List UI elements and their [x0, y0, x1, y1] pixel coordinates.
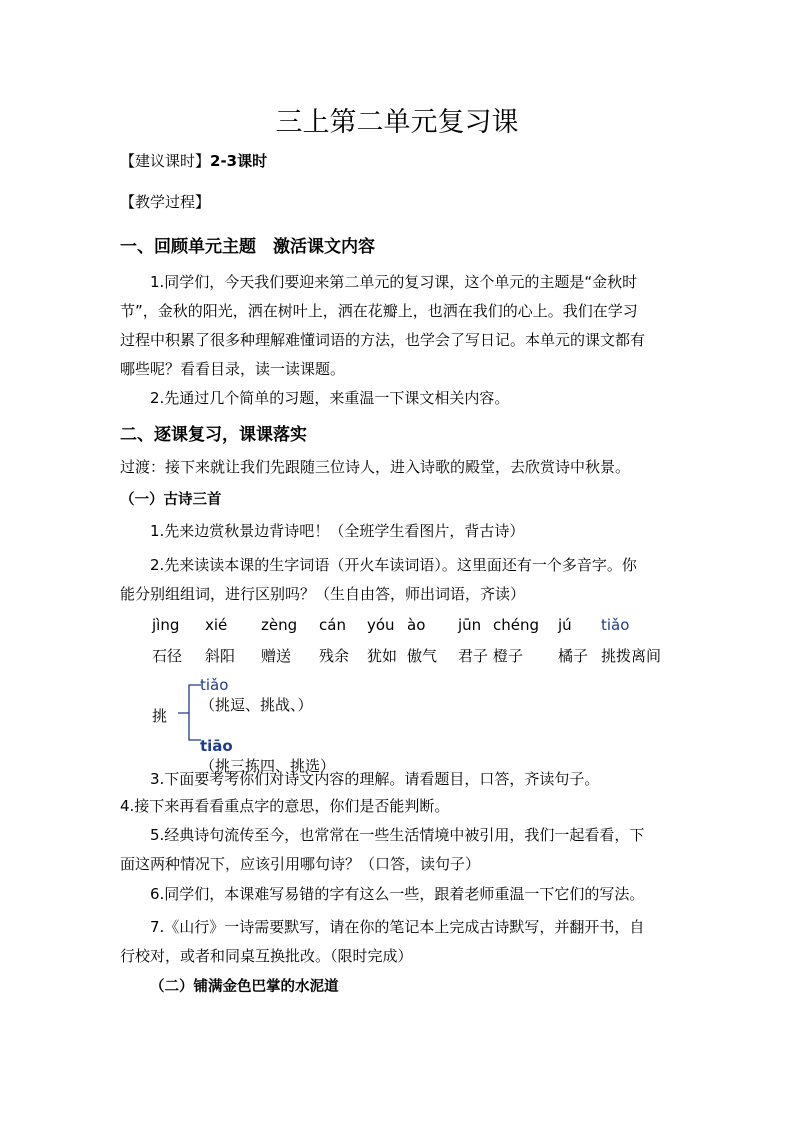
word-cell: 残余 — [319, 646, 350, 665]
paragraph-1 — [120, 268, 645, 384]
paragraph-line: 1.同学们，今天我们要迎来第二单元的复习课，这个单元的主题是“金秋时 — [150, 273, 638, 291]
paragraph-line: 2.先来读读本课的生字词语（开火车读词语）。这里面还有一个多音字。你 — [150, 556, 637, 574]
paragraph-line: 面这两种情况下，应该引用哪句诗？（口答，读句子） — [120, 855, 481, 873]
section-heading-1: 一、回顾单元主题 激活课文内容 — [120, 237, 375, 257]
word-cell: 斜阳 — [205, 646, 236, 665]
tiao-words-1: （挑逗、挑战、） — [200, 696, 313, 714]
paragraph-line: 过程中积累了很多种理解难懂词语的方法，也学会了写日记。本单元的课文都有 — [120, 331, 646, 349]
subsection-heading-2: （二）铺满金色巴掌的水泥道 — [150, 979, 339, 995]
pinyin-cell: jìng — [152, 616, 180, 634]
word-row — [152, 640, 661, 670]
item-6: 6.同学们，本课难写易错的字有这么一些，跟着老师重温一下它们的写法。 — [150, 885, 645, 903]
tiao-reading-1 — [200, 676, 313, 715]
item-5 — [120, 821, 644, 879]
paragraph-line: 行校对，或者和同桌互换批改。（限时完成） — [120, 947, 413, 965]
section-heading-2: 二、逐课复习，课课落实 — [120, 425, 307, 445]
pinyin-cell: cán — [319, 616, 346, 634]
pinyin-cell: zèng — [261, 616, 298, 634]
pinyin-cell: jú — [558, 616, 572, 634]
pinyin-cell: yóu — [367, 616, 395, 634]
tiao-words-2: （挑三拣四、挑选） — [200, 757, 336, 775]
paragraph-line: 节”，金秋的阳光，洒在树叶上，洒在花瓣上，也洒在我们的心上。我们在学习 — [120, 302, 638, 320]
paragraph-line: 能分别组组词，进行区别吗？（生自由答，师出词语，齐读） — [120, 585, 526, 603]
pinyin-cell: ào — [407, 616, 426, 634]
pinyin-cell: xié — [205, 616, 228, 634]
item-2 — [120, 551, 637, 609]
tiao-char: 挑 — [152, 707, 168, 725]
tiao-pinyin-1: tiǎo — [200, 676, 229, 694]
item-7 — [120, 913, 644, 971]
transition-text: 过渡：接下来就让我们先跟随三位诗人，进入诗歌的殿堂，去欣赏诗中秋景。 — [120, 458, 631, 476]
tiao-pinyin-2: tiāo — [200, 737, 233, 755]
pinyin-cell: tiǎo — [601, 616, 630, 634]
word-cell: 赠送 — [261, 646, 292, 665]
word-cell: 石径 — [152, 646, 183, 665]
word-cell: 挑拨离间 — [601, 646, 662, 665]
item-1: 1.先来边赏秋景边背诗吧！（全班学生看图片，背古诗） — [150, 522, 525, 540]
item-4: 4.接下来再看看重点字的意思，你们是否能判断。 — [120, 797, 450, 815]
process-label: 【教学过程】 — [120, 193, 211, 211]
suggest-label: 【建议课时】 — [120, 152, 211, 170]
paragraph-line: 5.经典诗句流传至今，也常常在一些生活情境中被引用，我们一起看看，下 — [150, 826, 645, 844]
page-title: 三上第二单元复习课 — [275, 107, 519, 138]
subsection-heading-1: （一）古诗三首 — [120, 492, 222, 508]
pinyin-cell: jūn — [458, 616, 482, 634]
suggest-value: 2-3课时 — [210, 152, 268, 170]
pinyin-cell: chéng — [493, 616, 540, 634]
paragraph-2: 2.先通过几个简单的习题，来重温一下课文相关内容。 — [150, 389, 510, 407]
suggest-line — [120, 150, 267, 171]
paragraph-line: 哪些呢？看看目录，读一读课题。 — [120, 360, 346, 378]
word-cell: 君子 — [458, 646, 489, 665]
word-cell: 犹如 — [367, 646, 398, 665]
word-cell: 傲气 — [407, 646, 438, 665]
vocab-table — [152, 610, 661, 670]
item-3: 3.下面要考考你们对诗文内容的理解。请看题目，口答，齐读句子。 — [150, 770, 600, 788]
paragraph-line: 7.《山行》一诗需要默写，请在你的笔记本上完成古诗默写，并翻开书，自 — [150, 918, 645, 936]
word-cell: 橘子 — [558, 646, 589, 665]
word-cell: 橙子 — [493, 646, 524, 665]
pinyin-row — [152, 610, 661, 640]
